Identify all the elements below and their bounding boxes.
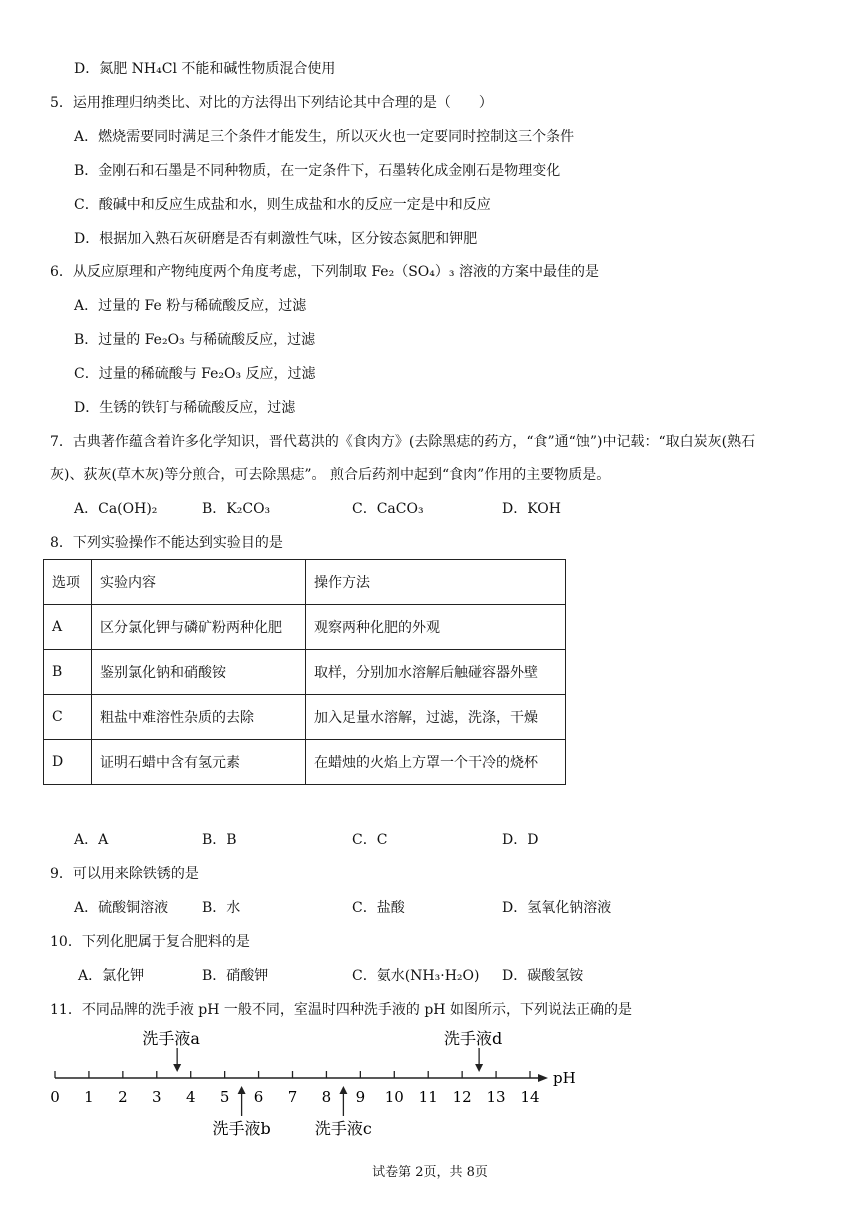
- q5-option-c: C．酸碱中和反应生成盐和水，则生成盐和水的反应一定是中和反应: [74, 197, 491, 213]
- q8-choice-d: D．D: [502, 832, 539, 848]
- q6-option-b: B．过量的 Fe₂O₃ 与稀硫酸反应，过滤: [74, 332, 316, 348]
- q7-choice-d: D．KOH: [502, 501, 561, 517]
- q5-option-a: A．燃烧需要同时满足三个条件才能发生，所以灭火也一定要同时控制这三个条件: [74, 129, 575, 145]
- ph-tick-label: 9: [355, 1088, 366, 1106]
- q5-option-d: D．根据加入熟石灰研磨是否有刺激性气味，区分铵态氮肥和钾肥: [74, 231, 478, 247]
- q10-choice-b: B．硝酸钾: [202, 968, 269, 984]
- ph-tick-label: 6: [253, 1088, 264, 1106]
- q10-choice-d: D．碳酸氢铵: [502, 968, 584, 984]
- table-row: [44, 740, 566, 785]
- ph-axis-arrowhead: [538, 1074, 548, 1082]
- header-method: 操作方法: [306, 560, 566, 605]
- ph-tick-label: 4: [185, 1088, 196, 1106]
- q11-stem: 11．不同品牌的洗手液 pH 一般不同，室温时四种洗手液的 pH 如图所示，下列说法正确的是: [50, 1002, 632, 1018]
- row-method: 加入足量水溶解，过滤，洗涤，干燥: [306, 695, 566, 740]
- row-method: 在蜡烛的火焰上方罩一个干冷的烧杯: [306, 740, 566, 785]
- ph-tick-label: 14: [520, 1088, 540, 1106]
- ph-tick-label: 13: [486, 1088, 506, 1106]
- row-content: 鉴别氯化钠和硝酸铵: [92, 650, 306, 695]
- q9-choice-a: A．硫酸铜溶液: [74, 900, 169, 916]
- ph-tick-label: 7: [287, 1088, 298, 1106]
- q6-option-d: D．生锈的铁钉与稀硫酸反应，过滤: [74, 400, 296, 416]
- row-method: 取样，分别加水溶解后触碰容器外壁: [306, 650, 566, 695]
- q9-stem: 9．可以用来除铁锈的是: [50, 866, 199, 882]
- q6-option-c: C．过量的稀硫酸与 Fe₂O₃ 反应，过滤: [74, 366, 316, 382]
- q5-option-b: B．金刚石和石墨是不同种物质，在一定条件下，石墨转化成金刚石是物理变化: [74, 163, 561, 179]
- q10-choice-a: A．氯化钾: [78, 968, 145, 984]
- q8-experiment-table: [43, 559, 566, 785]
- row-option: D: [44, 740, 92, 785]
- q9-choice-d: D．氢氧化钠溶液: [502, 900, 612, 916]
- ph-marker-label: 洗手液a: [142, 1029, 200, 1048]
- q5-stem: 5．运用推理归纳类比、对比的方法得出下列结论其中合理的是（ ）: [50, 95, 493, 111]
- q10-choice-c: C．氨水(NH₃·H₂O): [352, 968, 480, 984]
- ph-tick-label: 11: [418, 1088, 438, 1106]
- ph-tick-label: 1: [84, 1088, 94, 1106]
- row-method: 观察两种化肥的外观: [306, 605, 566, 650]
- q7-stem-line1: 7．古典著作蕴含着许多化学知识，晋代葛洪的《食肉方》(去除黑痣的药方，“食”通“蚀”)中记载：“取白炭灰(熟石: [50, 434, 756, 450]
- row-option: A: [44, 605, 92, 650]
- row-content: 区分氯化钾与磷矿粉两种化肥: [92, 605, 306, 650]
- q9-choice-c: C．盐酸: [352, 900, 405, 916]
- q9-choice-b: B．水: [202, 900, 241, 916]
- ph-tick-label: 10: [384, 1088, 404, 1106]
- table-header-row: [44, 560, 566, 605]
- ph-marker-arrowhead: [475, 1064, 483, 1072]
- q7-choice-b: B．K₂CO₃: [202, 501, 271, 517]
- row-option: B: [44, 650, 92, 695]
- ph-tick-label: 5: [219, 1088, 230, 1106]
- q6-option-a: A．过量的 Fe 粉与稀硫酸反应，过滤: [74, 298, 307, 314]
- ph-scale-diagram: [0, 1022, 860, 1142]
- ph-tick-label: 3: [152, 1088, 162, 1106]
- ph-tick-label: 12: [452, 1088, 472, 1106]
- row-option: C: [44, 695, 92, 740]
- ph-marker-arrowhead: [339, 1086, 347, 1094]
- ph-marker-label: 洗手液c: [314, 1119, 372, 1138]
- ph-marker-arrowhead: [173, 1064, 181, 1072]
- page-footer: 试卷第 2页，共 8页: [372, 1165, 488, 1180]
- ph-tick-label: 0: [50, 1088, 60, 1106]
- q8-stem: 8．下列实验操作不能达到实验目的是: [50, 535, 283, 551]
- header-option: 选项: [44, 560, 92, 605]
- q4-option-d: D．氮肥 NH₄Cl 不能和碱性物质混合使用: [74, 61, 336, 77]
- row-content: 粗盐中难溶性杂质的去除: [92, 695, 306, 740]
- ph-marker-arrowhead: [238, 1086, 246, 1094]
- table-row: [44, 605, 566, 650]
- ph-marker-label: 洗手液d: [443, 1029, 503, 1048]
- q10-stem: 10．下列化肥属于复合肥料的是: [50, 934, 250, 950]
- q8-choice-c: C．C: [352, 832, 388, 848]
- header-content: 实验内容: [92, 560, 306, 605]
- ph-marker-label: 洗手液b: [212, 1119, 271, 1138]
- q7-choice-c: C．CaCO₃: [352, 501, 424, 517]
- ph-tick-label: 2: [118, 1088, 128, 1106]
- q8-choice-b: B．B: [202, 832, 237, 848]
- table-row: [44, 650, 566, 695]
- q8-choice-a: A．A: [74, 832, 109, 848]
- table-row: [44, 695, 566, 740]
- q6-stem: 6．从反应原理和产物纯度两个角度考虑，下列制取 Fe₂（SO₄）₃ 溶液的方案中最佳的是: [50, 264, 599, 280]
- ph-axis-label: pH: [553, 1069, 576, 1087]
- q7-stem-line2: 灰)、荻灰(草木灰)等分煎合，可去除黑痣”。 煎合后药剂中起到“食肉”作用的主要物质是。: [50, 467, 611, 483]
- row-content: 证明石蜡中含有氢元素: [92, 740, 306, 785]
- ph-tick-label: 8: [321, 1088, 332, 1106]
- q7-choice-a: A．Ca(OH)₂: [74, 501, 158, 517]
